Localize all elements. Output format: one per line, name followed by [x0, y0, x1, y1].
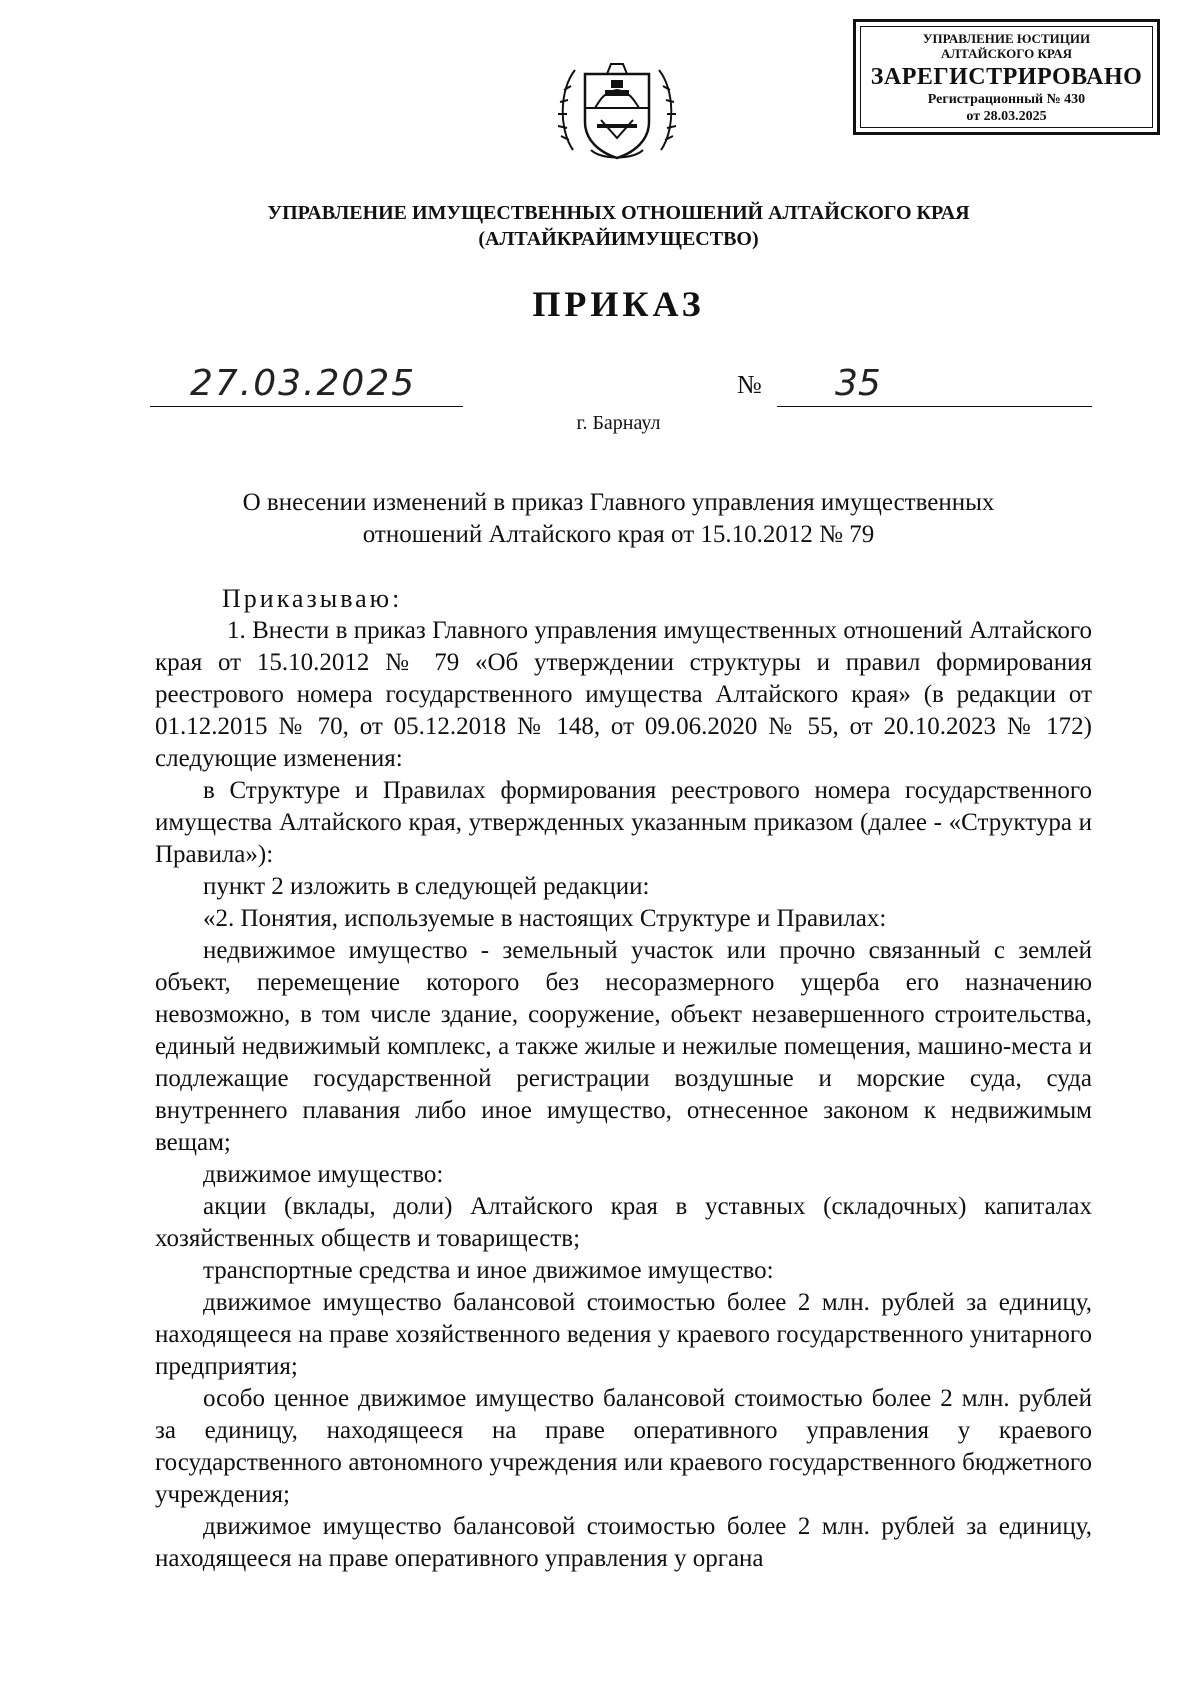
subject-line-2: отношений Алтайского края от 15.10.2012 № 79 — [362, 521, 875, 548]
document-type-title: ПРИКАЗ — [532, 284, 705, 324]
stamp-reg-date: от 28.03.2025 — [966, 109, 1047, 124]
paragraph: «2. Понятия, используемые в настоящих Структуре и Правилах: — [203, 905, 887, 932]
subject-line-1: О внесении изменений в приказ Главного управления имущественных — [242, 489, 995, 516]
number-label: № — [737, 370, 762, 399]
coat-of-arms-emblem — [555, 50, 679, 174]
date-field — [150, 363, 463, 407]
document-subject — [0, 487, 1200, 551]
stamp-status: ЗАРЕГИСТРИРОВАНО — [870, 64, 1143, 90]
handwritten-number: 35 — [835, 363, 881, 404]
paragraph: пункт 2 изложить в следующей редакции: — [203, 873, 650, 900]
paragraph: особо ценное движимое имущество балансовой стоимостью более 2 млн. рублей за единицу, находящееся на праве оперативного управления у краевого государственного автономного учреждения или краевого государственного бюджетного учреждения; — [155, 1385, 1092, 1508]
paragraph: акции (вклады, доли) Алтайского края в уставных (складочных) капиталах хозяйственных обществ и товариществ; — [155, 1193, 1092, 1252]
order-word: Приказываю: — [222, 584, 403, 613]
city-label: г. Барнаул — [576, 412, 661, 434]
stamp-inner-border — [860, 26, 1153, 128]
registration-stamp — [853, 19, 1160, 135]
organization-name: УПРАВЛЕНИЕ ИМУЩЕСТВЕННЫХ ОТНОШЕНИЙ АЛТАЙСКОГО КРАЯ — [267, 202, 970, 224]
handwritten-date: 27.03.2025 — [190, 363, 417, 404]
organization-heading — [0, 200, 1200, 252]
paragraph: недвижимое имущество - земельный участок или прочно связанный с землей объект, перемещение которого без несоразмерного ущерба его назначению невозможно, в том числе здание, сооружение, объект незавершенного строительства, единый недвижимый комплекс, а также жилые и нежилые помещения, машино-места и подлежащие государственной регистрации воздушные и морские суда, суда внутреннего плавания либо иное имущество, отнесенное законом к недвижимым вещам; — [155, 937, 1092, 1156]
paragraph: движимое имущество балансовой стоимостью более 2 млн. рублей за единицу, находящееся на праве хозяйственного ведения у краевого государственного унитарного предприятия; — [155, 1289, 1092, 1380]
paragraph: движимое имущество: — [203, 1161, 444, 1188]
stamp-org-line1: УПРАВЛЕНИЕ ЮСТИЦИИ — [922, 31, 1091, 46]
paragraph: транспортные средства и иное движимое имущество: — [203, 1257, 774, 1284]
document-body — [155, 583, 1092, 1575]
paragraph: 1. Внести в приказ Главного управления имущественных отношений Алтайского края от 15.10.2012 № 79 «Об утверждении структуры и правил формирования реестрового номера государственного имущества Алтайского края» (в редакции от 01.12.2015 № 70, от 05.12.2018 № 148, от 09.06.2020 № 55, от 20.10.2023 № 172) следующие изменения: — [155, 617, 1092, 772]
stamp-reg-number: Регистрационный № 430 — [927, 92, 1086, 107]
paragraph: в Структуре и Правилах формирования реестрового номера государственного имущества Алтайского края, утвержденных указанным приказом (далее - «Структура и Правила»): — [155, 777, 1092, 868]
number-field — [777, 363, 1092, 407]
stamp-org-line2: АЛТАЙСКОГО КРАЯ — [941, 46, 1072, 61]
organization-short-name: (АЛТАЙКРАЙИМУЩЕСТВО) — [478, 228, 759, 250]
paragraph: движимое имущество балансовой стоимостью более 2 млн. рублей за единицу, находящееся на праве оперативного управления у органа — [155, 1513, 1092, 1572]
